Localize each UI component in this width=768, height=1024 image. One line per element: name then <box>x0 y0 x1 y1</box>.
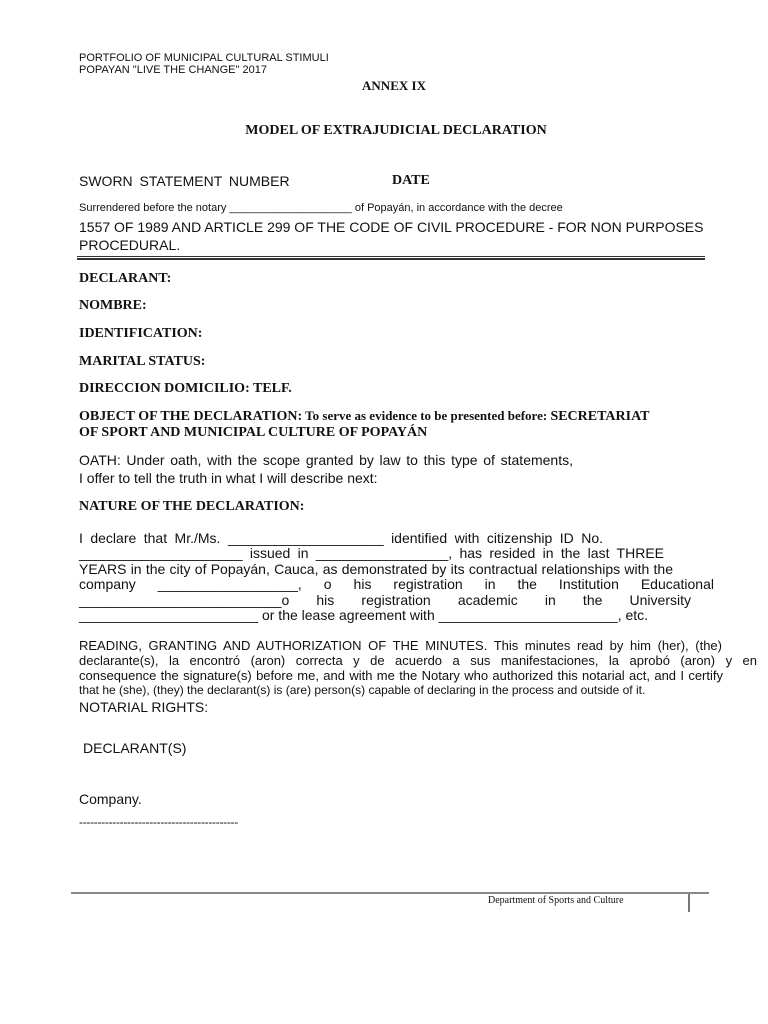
nature-line-3: YEARS in the city of Popayán, Cauca, as demonstrated by its contractual relationships with the <box>79 561 673 577</box>
notarial-rights-label: NOTARIAL RIGHTS: <box>79 699 209 715</box>
declarants-signature-label: DECLARANT(S) <box>83 740 187 756</box>
decree-line-2: PROCEDURAL. <box>79 237 181 253</box>
reading-line-2: declarante(s), la encontró (aron) correcta y de acuerdo a sus manifestaciones, la aprobó (aron) y en <box>79 653 757 668</box>
nature-of-declaration-label: NATURE OF THE DECLARATION: <box>79 499 305 514</box>
identification-field-label: IDENTIFICATION: <box>79 326 203 341</box>
reading-line-3: consequence the signature(s) before me, and with me the Notary who authorized this notarial act, and I certify <box>79 668 723 683</box>
footer-department: Department of Sports and Culture <box>488 895 624 906</box>
oath-line-2: I offer to tell the truth in what I will describe next: <box>79 470 378 486</box>
sworn-statement-label: SWORN STATEMENT NUMBER <box>79 173 290 189</box>
section-divider-bottom <box>77 258 705 260</box>
oath-line-1: OATH: Under oath, with the scope granted by law to this type of statements, <box>79 452 573 468</box>
object-line-2: OF SPORT AND MUNICIPAL CULTURE OF POPAYÁN <box>79 425 428 440</box>
document-title: MODEL OF EXTRAJUDICIAL DECLARATION <box>245 123 547 138</box>
notary-line: Surrendered before the notary ____________________ of Popayán, in accordance with the decree <box>79 202 563 214</box>
nature-line-1: I declare that Mr./Ms. ____________________ identified with citizenship ID No. <box>79 530 603 546</box>
date-label: DATE <box>392 173 430 188</box>
nature-line-6: _______________________ or the lease agreement with _______________________, etc. <box>79 607 649 623</box>
object-text: To serve as evidence to be presented before: <box>302 408 551 423</box>
section-divider-top <box>77 256 705 257</box>
address-field-label: DIRECCION DOMICILIO: TELF. <box>79 381 292 396</box>
footer-rule <box>71 892 709 894</box>
declarant-field-label: DECLARANT: <box>79 271 172 286</box>
object-of-declaration <box>79 408 650 425</box>
signature-dash-line: ------------------------------------------- <box>79 815 238 829</box>
footer-rule-tick <box>688 894 690 912</box>
marital-status-field-label: MARITAL STATUS: <box>79 354 206 369</box>
nature-line-5: __________________________o his registration academic in the University <box>79 592 691 608</box>
header-line-1: PORTFOLIO OF MUNICIPAL CULTURAL STIMULI <box>79 52 329 64</box>
nature-line-4: company __________________, o his registration in the Institution Educational <box>79 576 714 592</box>
nombre-field-label: NOMBRE: <box>79 298 147 313</box>
nature-line-2: _____________________ issued in _________________, has resided in the last THREE <box>79 545 664 561</box>
header-line-2: POPAYAN "LIVE THE CHANGE" 2017 <box>79 64 267 76</box>
object-label: OBJECT OF THE DECLARATION: <box>79 409 303 424</box>
reading-line-1: READING, GRANTING AND AUTHORIZATION OF THE MINUTES. This minutes read by him (her), (the) <box>79 638 722 653</box>
company-label: Company. <box>79 791 142 807</box>
annex-label: ANNEX IX <box>362 78 426 93</box>
decree-line-1: 1557 OF 1989 AND ARTICLE 299 OF THE CODE OF CIVIL PROCEDURE - FOR NON PURPOSES <box>79 219 704 235</box>
reading-line-4: that he (she), (they) the declarant(s) is (are) person(s) capable of declaring in the process and outside of it. <box>79 683 646 697</box>
object-secretariat: SECRETARIAT <box>550 409 650 424</box>
